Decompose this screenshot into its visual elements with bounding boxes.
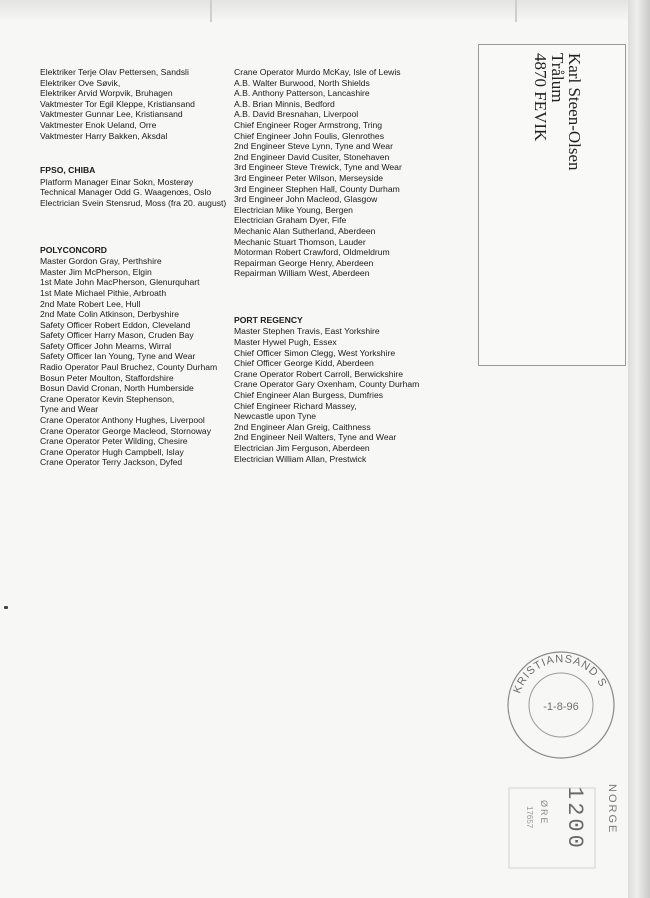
list-item: Chief Engineer John Foulis, Glenrothes	[234, 130, 384, 141]
list-item: 2nd Engineer Neil Walters, Tyne and Wear	[234, 432, 397, 443]
right-page-edge	[628, 0, 650, 898]
list-item: Chief Engineer Alan Burgess, Dumfries	[234, 390, 384, 401]
list-item: 2nd Engineer David Cusiter, Stonehaven	[234, 151, 390, 162]
address-text	[532, 53, 583, 171]
list-item: 1st Mate John MacPherson, Glenurquhart	[40, 277, 200, 288]
list-item: Master Hywel Pugh, Essex	[234, 337, 337, 348]
list-item: Electrician William Allan, Prestwick	[234, 453, 367, 464]
list-item: Chief Officer Simon Clegg, West Yorkshire	[234, 347, 396, 358]
list-item: Tyne and Wear	[40, 404, 99, 415]
stamp-ore: ØRE	[539, 800, 549, 826]
stamp-code: 17657	[525, 806, 534, 829]
list-item: Vaktmester Gunnar Lee, Kristiansand	[40, 109, 183, 120]
list-item: 2nd Mate Colin Atkinson, Derbyshire	[40, 309, 180, 320]
address-street: Trålum	[548, 53, 567, 103]
top-page-edge	[0, 0, 650, 22]
list-item: Chief Engineer Richard Massey,	[234, 400, 357, 411]
list-item: Bosun David Cronan, North Humberside	[40, 383, 194, 394]
list-item: Repairman George Henry, Aberdeen	[234, 257, 374, 268]
edge-mark	[515, 0, 517, 22]
list-item: A.B. David Bresnahan, Liverpool	[234, 109, 359, 120]
list-item: A.B. Walter Burwood, North Shields	[234, 77, 370, 88]
list-item: Elektriker Terje Olav Pettersen, Sandsli	[40, 67, 189, 77]
left-column	[40, 67, 226, 468]
list-item: 3rd Engineer Peter Wilson, Merseyside	[234, 172, 384, 183]
spacer	[234, 291, 419, 303]
section-heading-port-regency: PORT REGENCY	[234, 314, 303, 325]
list-item: Electrician Mike Young, Bergen	[234, 204, 353, 215]
list-item: Vaktmester Tor Egil Kleppe, Kristiansand	[40, 98, 195, 109]
list-item: Crane Operator Peter Wilding, Chesire	[40, 436, 188, 447]
list-item: Crane Operator Hugh Campbell, Islay	[40, 446, 184, 457]
list-item: Crane Operator George Macleod, Stornoway	[40, 425, 212, 436]
list-item: 2nd Engineer Steve Lynn, Tyne and Wear	[234, 141, 393, 152]
list-item: Crane Operator Robert Carroll, Berwickshire	[234, 368, 404, 379]
list-item: Motorman Robert Crawford, Oldmeldrum	[234, 247, 390, 258]
svg-text:KRISTIANSAND S	[511, 653, 609, 695]
list-item: Crane Operator Murdo McKay, Isle of Lewis	[234, 67, 401, 77]
list-item: Safety Officer John Mearns, Wirral	[40, 340, 172, 351]
list-item: Master Jim McPherson, Elgin	[40, 266, 152, 277]
list-item: Vaktmester Harry Bakken, Aksdal	[40, 130, 168, 141]
list-item: Electrician Graham Dyer, Fife	[234, 215, 347, 226]
list-item: Platform Manager Einar Sokn, Mosterøy	[40, 176, 194, 187]
spacer	[40, 221, 226, 233]
list-item: Safety Officer Ian Young, Tyne and Wear	[40, 351, 196, 362]
list-item: 3rd Engineer Steve Trewick, Tyne and Wear	[234, 162, 402, 173]
spacer	[40, 141, 226, 153]
list-item: Master Gordon Gray, Perthshire	[40, 256, 162, 267]
address-name: Karl Steen-Olsen	[565, 53, 584, 171]
list-item: Mechanic Stuart Thomson, Lauder	[234, 236, 366, 247]
list-item: Mechanic Alan Sutherland, Aberdeen	[234, 225, 376, 236]
list-item: 2nd Mate Robert Lee, Hull	[40, 298, 141, 309]
spacer	[40, 209, 226, 221]
list-item: A.B. Brian Minnis, Bedford	[234, 98, 335, 109]
list-item: Safety Officer Robert Eddon, Cleveland	[40, 319, 191, 330]
list-item: Vaktmester Enok Ueland, Orre	[40, 119, 157, 130]
list-item: Crane Operator Anthony Hughes, Liverpool	[40, 415, 205, 426]
list-item: Technical Manager Odd G. Waagenœs, Oslo	[40, 187, 212, 198]
list-item: Electrician Svein Stensrud, Moss (fra 20. august)	[40, 197, 227, 208]
list-item: A.B. Anthony Patterson, Lancashire	[234, 88, 370, 99]
list-item: Electrician Jim Ferguson, Aberdeen	[234, 443, 370, 453]
list-item: Elektriker Arvid Worpvik, Bruhagen	[40, 88, 173, 99]
list-item: Crane Operator Terry Jackson, Dyfed	[40, 457, 183, 468]
address-city: 4870 FEVIK	[531, 53, 550, 142]
list-item: 2nd Engineer Alan Greig, Caithness	[234, 421, 371, 432]
postmark-stamp	[506, 650, 616, 760]
list-item: Chief Engineer Roger Armstrong, Tring	[234, 119, 383, 130]
list-item: 3rd Engineer Stephen Hall, County Durham	[234, 183, 400, 194]
postmark-date: -1-8-96	[543, 701, 579, 713]
address-label	[478, 44, 626, 366]
stamp-country: NORGE	[606, 784, 618, 835]
list-item: Crane Operator Gary Oxenham, County Durham	[234, 379, 420, 390]
list-item: Elektriker Ove Søvik,	[40, 77, 121, 88]
right-column	[234, 67, 419, 464]
list-item: Radio Operator Paul Bruchez, County Durham	[40, 362, 218, 373]
list-item: Safety Officer Harry Mason, Cruden Bay	[40, 330, 194, 341]
list-item: Bosun Peter Moulton, Staffordshire	[40, 372, 174, 383]
spacer	[234, 279, 419, 291]
list-item: Chief Officer George Kidd, Aberdeen	[234, 358, 374, 369]
stamp-value: 1200	[562, 786, 587, 851]
edge-mark	[210, 0, 212, 22]
section-heading-polyconcord: POLYCONCORD	[40, 244, 108, 255]
list-item: Master Stephen Travis, East Yorkshire	[234, 326, 380, 337]
postmark-place: KRISTIANSAND S	[511, 653, 609, 696]
list-item: Newcastle upon Tyne	[234, 411, 317, 422]
list-item: Repairman William West, Aberdeen	[234, 268, 370, 279]
list-item: 3rd Engineer John Macleod, Glasgow	[234, 194, 378, 205]
list-item: Crane Operator Kevin Stephenson,	[40, 393, 175, 404]
postage-meter-stamp	[505, 780, 623, 874]
hole-punch-mark	[4, 606, 8, 609]
list-item: 1st Mate Michael Pithie, Arbroath	[40, 287, 167, 298]
section-heading-fpso: FPSO, CHIBA	[40, 165, 96, 176]
